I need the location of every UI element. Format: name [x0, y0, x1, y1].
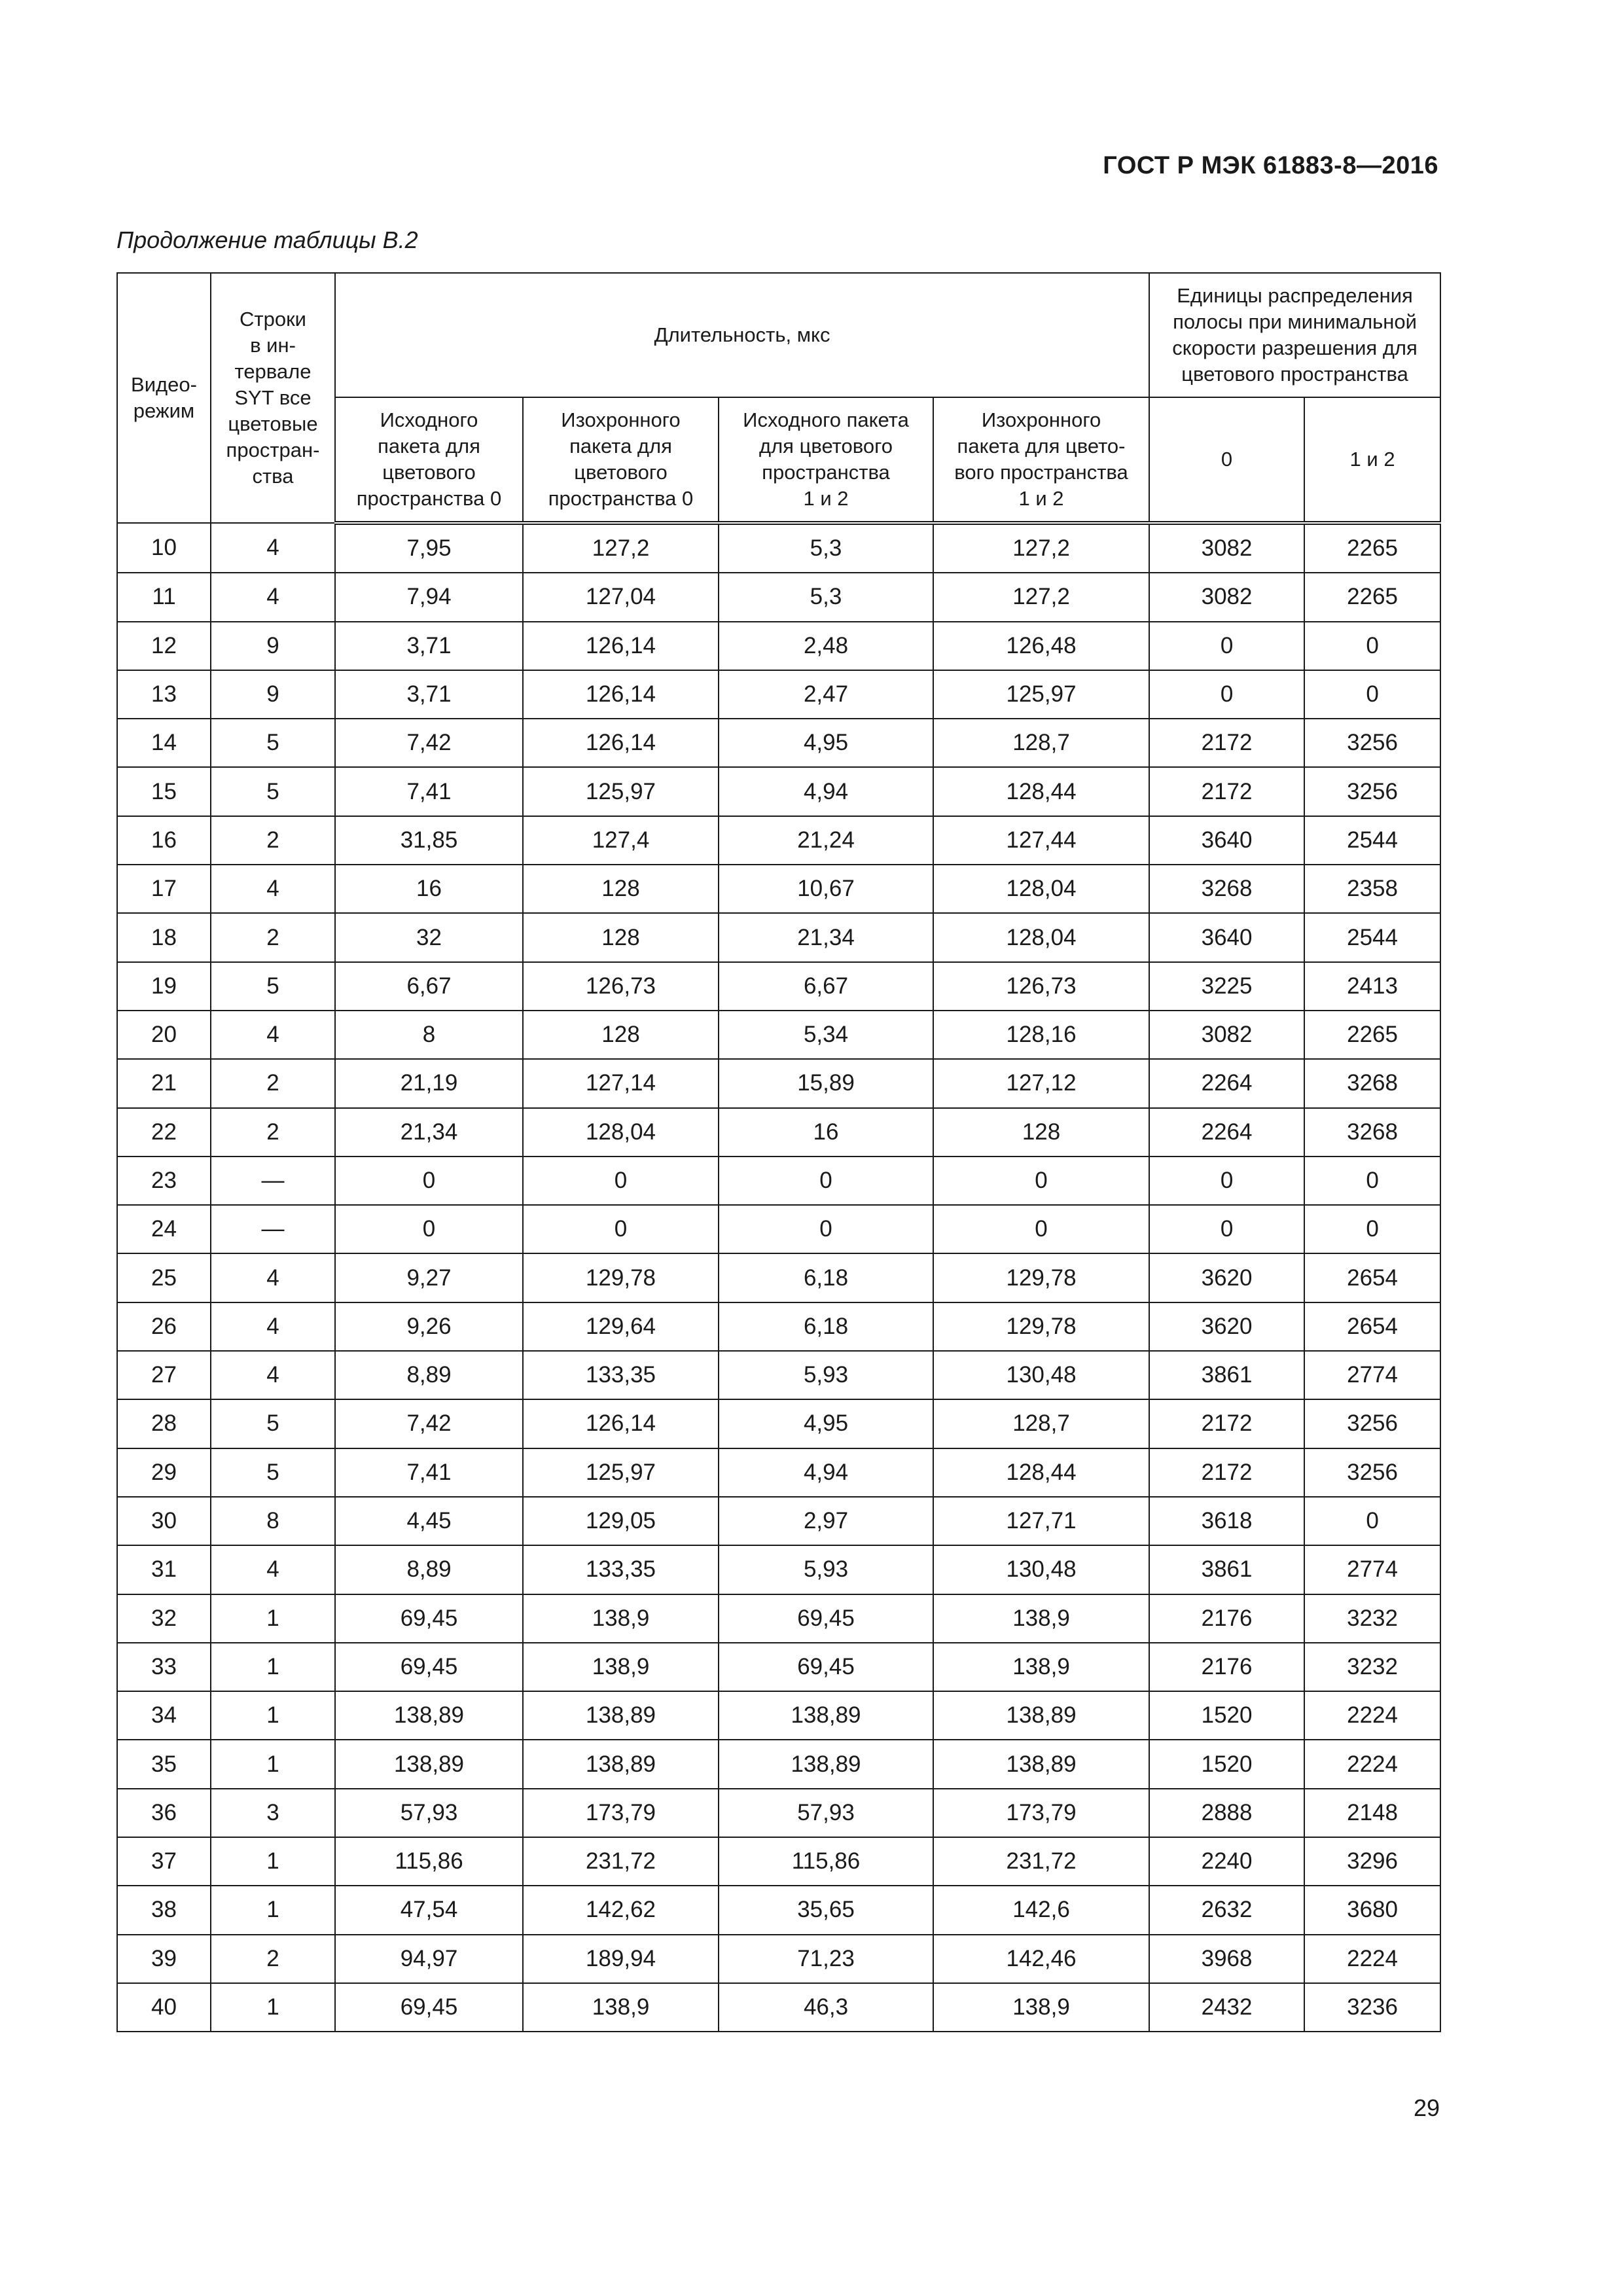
table-row: [117, 962, 1440, 1011]
cell-bw-cs0: 1520: [1149, 1740, 1304, 1788]
cell-lines: 1: [211, 1983, 335, 2032]
cell-video-mode: 22: [117, 1108, 211, 1157]
page-number: 29: [1413, 2094, 1440, 2121]
cell-iso-cs12: 128,44: [933, 1448, 1149, 1497]
cell-bw-cs0: 2240: [1149, 1837, 1304, 1886]
cell-iso-cs12: 126,73: [933, 962, 1149, 1011]
table-row: [117, 670, 1440, 719]
table-row: [117, 1935, 1440, 1983]
cell-src-cs12: 138,89: [719, 1691, 933, 1740]
cell-iso-cs0: 126,14: [523, 670, 719, 719]
cell-iso-cs12: 127,71: [933, 1497, 1149, 1545]
cell-iso-cs0: 128: [523, 1011, 719, 1059]
table-row: [117, 1448, 1440, 1497]
cell-src-cs12: 2,47: [719, 670, 933, 719]
cell-iso-cs0: 126,14: [523, 622, 719, 670]
cell-iso-cs0: 129,64: [523, 1302, 719, 1351]
cell-iso-cs0: 129,05: [523, 1497, 719, 1545]
cell-src-cs12: 6,67: [719, 962, 933, 1011]
cell-video-mode: 38: [117, 1886, 211, 1934]
cell-iso-cs0: 142,62: [523, 1886, 719, 1934]
table-row: [117, 1253, 1440, 1302]
cell-src-cs12: 5,3: [719, 573, 933, 621]
cell-iso-cs0: 128: [523, 913, 719, 961]
cell-lines: 4: [211, 523, 335, 573]
cell-bw-cs12: 3232: [1304, 1594, 1440, 1643]
cell-video-mode: 20: [117, 1011, 211, 1059]
cell-lines: 4: [211, 1545, 335, 1594]
cell-bw-cs0: 2176: [1149, 1643, 1304, 1691]
header-source-packet-cs12: Исходного пакета для цветового пространства 1 и 2: [719, 397, 933, 523]
cell-iso-cs0: 127,14: [523, 1059, 719, 1107]
cell-iso-cs0: 133,35: [523, 1351, 719, 1399]
cell-video-mode: 24: [117, 1205, 211, 1253]
cell-src-cs0: 8,89: [335, 1545, 523, 1594]
cell-src-cs0: 47,54: [335, 1886, 523, 1934]
cell-iso-cs12: 231,72: [933, 1837, 1149, 1886]
cell-lines: 4: [211, 1253, 335, 1302]
table-row: [117, 1691, 1440, 1740]
cell-src-cs0: 3,71: [335, 670, 523, 719]
cell-iso-cs12: 138,9: [933, 1643, 1149, 1691]
table-row: [117, 816, 1440, 865]
cell-lines: 4: [211, 1351, 335, 1399]
cell-bw-cs12: 3296: [1304, 1837, 1440, 1886]
cell-bw-cs12: 0: [1304, 1497, 1440, 1545]
cell-bw-cs0: 2632: [1149, 1886, 1304, 1934]
cell-src-cs0: 7,41: [335, 1448, 523, 1497]
cell-bw-cs12: 3268: [1304, 1108, 1440, 1157]
cell-lines: 5: [211, 1399, 335, 1448]
cell-iso-cs0: 127,4: [523, 816, 719, 865]
table-row: [117, 1983, 1440, 2032]
cell-iso-cs12: 142,46: [933, 1935, 1149, 1983]
cell-iso-cs12: 128,7: [933, 719, 1149, 767]
cell-bw-cs0: 2172: [1149, 1448, 1304, 1497]
cell-bw-cs0: 3640: [1149, 913, 1304, 961]
cell-lines: 5: [211, 767, 335, 816]
cell-video-mode: 26: [117, 1302, 211, 1351]
cell-iso-cs12: 128,7: [933, 1399, 1149, 1448]
cell-video-mode: 37: [117, 1837, 211, 1886]
table-row: [117, 1643, 1440, 1691]
table-row: [117, 622, 1440, 670]
cell-bw-cs0: 2176: [1149, 1594, 1304, 1643]
cell-iso-cs0: 127,04: [523, 573, 719, 621]
cell-src-cs12: 46,3: [719, 1983, 933, 2032]
cell-src-cs0: 115,86: [335, 1837, 523, 1886]
cell-video-mode: 18: [117, 913, 211, 961]
cell-video-mode: 30: [117, 1497, 211, 1545]
cell-video-mode: 16: [117, 816, 211, 865]
cell-src-cs0: 6,67: [335, 962, 523, 1011]
cell-video-mode: 28: [117, 1399, 211, 1448]
cell-bw-cs0: 2264: [1149, 1059, 1304, 1107]
table-row: [117, 1059, 1440, 1107]
cell-src-cs12: 16: [719, 1108, 933, 1157]
cell-bw-cs12: 2265: [1304, 573, 1440, 621]
cell-video-mode: 12: [117, 622, 211, 670]
cell-iso-cs12: 128,44: [933, 767, 1149, 816]
header-bandwidth-cs0: 0: [1149, 397, 1304, 523]
table-row: [117, 1740, 1440, 1788]
cell-iso-cs12: 173,79: [933, 1789, 1149, 1837]
cell-bw-cs0: 3861: [1149, 1351, 1304, 1399]
cell-bw-cs12: 2265: [1304, 1011, 1440, 1059]
cell-video-mode: 40: [117, 1983, 211, 2032]
cell-bw-cs0: 2172: [1149, 719, 1304, 767]
cell-iso-cs0: 138,9: [523, 1643, 719, 1691]
cell-src-cs0: 8,89: [335, 1351, 523, 1399]
cell-iso-cs0: 125,97: [523, 767, 719, 816]
cell-bw-cs0: 2172: [1149, 1399, 1304, 1448]
cell-iso-cs12: 128,16: [933, 1011, 1149, 1059]
header-lines-in-syt: Строки в ин- тервале SYT все цветовые простран- ства: [211, 273, 335, 523]
cell-lines: 5: [211, 1448, 335, 1497]
cell-lines: 2: [211, 1935, 335, 1983]
cell-iso-cs12: 142,6: [933, 1886, 1149, 1934]
cell-src-cs0: 4,45: [335, 1497, 523, 1545]
cell-iso-cs12: 125,97: [933, 670, 1149, 719]
cell-src-cs12: 5,93: [719, 1351, 933, 1399]
cell-lines: 1: [211, 1691, 335, 1740]
cell-src-cs12: 69,45: [719, 1643, 933, 1691]
cell-src-cs0: 7,42: [335, 719, 523, 767]
cell-iso-cs12: 126,48: [933, 622, 1149, 670]
cell-video-mode: 14: [117, 719, 211, 767]
cell-src-cs12: 138,89: [719, 1740, 933, 1788]
cell-src-cs0: 7,42: [335, 1399, 523, 1448]
table-row: [117, 1886, 1440, 1934]
table-row: [117, 865, 1440, 913]
cell-video-mode: 11: [117, 573, 211, 621]
table-row: [117, 1497, 1440, 1545]
cell-src-cs0: 31,85: [335, 816, 523, 865]
cell-src-cs0: 21,34: [335, 1108, 523, 1157]
cell-src-cs12: 6,18: [719, 1253, 933, 1302]
cell-iso-cs12: 138,89: [933, 1740, 1149, 1788]
cell-bw-cs0: 3082: [1149, 523, 1304, 573]
cell-src-cs0: 69,45: [335, 1983, 523, 2032]
cell-iso-cs12: 129,78: [933, 1253, 1149, 1302]
header-duration: Длительность, мкс: [335, 273, 1149, 397]
cell-iso-cs12: 130,48: [933, 1545, 1149, 1594]
cell-bw-cs12: 2358: [1304, 865, 1440, 913]
cell-src-cs0: 21,19: [335, 1059, 523, 1107]
cell-iso-cs0: 125,97: [523, 1448, 719, 1497]
cell-src-cs12: 69,45: [719, 1594, 933, 1643]
cell-src-cs12: 6,18: [719, 1302, 933, 1351]
table-header: [117, 273, 1440, 523]
cell-bw-cs12: 3256: [1304, 1399, 1440, 1448]
cell-video-mode: 10: [117, 523, 211, 573]
cell-bw-cs0: 0: [1149, 1205, 1304, 1253]
cell-bw-cs12: 2224: [1304, 1740, 1440, 1788]
cell-src-cs12: 5,34: [719, 1011, 933, 1059]
cell-iso-cs12: 127,2: [933, 573, 1149, 621]
cell-bw-cs0: 3968: [1149, 1935, 1304, 1983]
cell-bw-cs12: 2544: [1304, 816, 1440, 865]
cell-video-mode: 36: [117, 1789, 211, 1837]
table-row: [117, 1351, 1440, 1399]
header-video-mode: Видео- режим: [117, 273, 211, 523]
document-header: ГОСТ Р МЭК 61883-8—2016: [1103, 152, 1438, 179]
table-row: [117, 719, 1440, 767]
cell-bw-cs12: 2413: [1304, 962, 1440, 1011]
header-source-packet-cs0: Исходного пакета для цветового пространства 0: [335, 397, 523, 523]
cell-src-cs0: 7,94: [335, 573, 523, 621]
cell-iso-cs12: 138,9: [933, 1983, 1149, 2032]
cell-src-cs12: 115,86: [719, 1837, 933, 1886]
cell-iso-cs12: 128,04: [933, 913, 1149, 961]
cell-iso-cs0: 173,79: [523, 1789, 719, 1837]
cell-src-cs12: 35,65: [719, 1886, 933, 1934]
table-row: [117, 1205, 1440, 1253]
cell-lines: —: [211, 1205, 335, 1253]
table-caption: Продолжение таблицы В.2: [116, 226, 418, 253]
cell-src-cs0: 138,89: [335, 1740, 523, 1788]
cell-video-mode: 13: [117, 670, 211, 719]
cell-bw-cs0: 3618: [1149, 1497, 1304, 1545]
cell-video-mode: 21: [117, 1059, 211, 1107]
cell-iso-cs0: 138,89: [523, 1691, 719, 1740]
cell-iso-cs0: 128: [523, 865, 719, 913]
cell-lines: 5: [211, 719, 335, 767]
cell-video-mode: 31: [117, 1545, 211, 1594]
cell-lines: 1: [211, 1837, 335, 1886]
cell-src-cs0: 9,27: [335, 1253, 523, 1302]
table-row: [117, 1837, 1440, 1886]
cell-src-cs12: 10,67: [719, 865, 933, 913]
cell-lines: 2: [211, 1108, 335, 1157]
cell-src-cs12: 0: [719, 1205, 933, 1253]
table-row: [117, 1545, 1440, 1594]
cell-iso-cs12: 127,2: [933, 523, 1149, 573]
cell-lines: 2: [211, 913, 335, 961]
cell-bw-cs12: 3232: [1304, 1643, 1440, 1691]
table-row: [117, 573, 1440, 621]
cell-src-cs0: 9,26: [335, 1302, 523, 1351]
cell-src-cs0: 7,95: [335, 523, 523, 573]
cell-iso-cs0: 189,94: [523, 1935, 719, 1983]
cell-src-cs0: 7,41: [335, 767, 523, 816]
cell-iso-cs0: 133,35: [523, 1545, 719, 1594]
cell-src-cs12: 71,23: [719, 1935, 933, 1983]
cell-iso-cs12: 138,9: [933, 1594, 1149, 1643]
cell-video-mode: 29: [117, 1448, 211, 1497]
cell-bw-cs0: 3620: [1149, 1302, 1304, 1351]
cell-iso-cs12: 128: [933, 1108, 1149, 1157]
table-row: [117, 1302, 1440, 1351]
cell-video-mode: 23: [117, 1157, 211, 1205]
cell-lines: 9: [211, 670, 335, 719]
cell-src-cs12: 4,94: [719, 1448, 933, 1497]
cell-video-mode: 27: [117, 1351, 211, 1399]
cell-src-cs12: 21,34: [719, 913, 933, 961]
cell-src-cs0: 0: [335, 1205, 523, 1253]
cell-src-cs12: 2,48: [719, 622, 933, 670]
cell-bw-cs0: 3620: [1149, 1253, 1304, 1302]
cell-bw-cs12: 0: [1304, 1157, 1440, 1205]
cell-video-mode: 39: [117, 1935, 211, 1983]
cell-bw-cs12: 2224: [1304, 1935, 1440, 1983]
cell-src-cs0: 8: [335, 1011, 523, 1059]
cell-src-cs0: 3,71: [335, 622, 523, 670]
cell-lines: 9: [211, 622, 335, 670]
cell-lines: 4: [211, 1011, 335, 1059]
cell-bw-cs12: 3268: [1304, 1059, 1440, 1107]
cell-src-cs0: 57,93: [335, 1789, 523, 1837]
cell-bw-cs0: 2264: [1149, 1108, 1304, 1157]
cell-lines: 1: [211, 1594, 335, 1643]
cell-src-cs12: 4,94: [719, 767, 933, 816]
table-row: [117, 1399, 1440, 1448]
cell-bw-cs12: 0: [1304, 1205, 1440, 1253]
cell-bw-cs12: 3236: [1304, 1983, 1440, 2032]
table-row: [117, 1594, 1440, 1643]
cell-iso-cs12: 127,12: [933, 1059, 1149, 1107]
cell-iso-cs12: 0: [933, 1205, 1149, 1253]
cell-bw-cs0: 2888: [1149, 1789, 1304, 1837]
cell-bw-cs12: 2654: [1304, 1302, 1440, 1351]
cell-iso-cs12: 0: [933, 1157, 1149, 1205]
cell-iso-cs0: 129,78: [523, 1253, 719, 1302]
cell-bw-cs0: 3225: [1149, 962, 1304, 1011]
cell-iso-cs0: 138,89: [523, 1740, 719, 1788]
cell-src-cs12: 15,89: [719, 1059, 933, 1107]
cell-src-cs0: 69,45: [335, 1643, 523, 1691]
cell-bw-cs12: 2544: [1304, 913, 1440, 961]
cell-video-mode: 15: [117, 767, 211, 816]
cell-lines: 5: [211, 962, 335, 1011]
header-iso-packet-cs12: Изохронного пакета для цвето- вого пространства 1 и 2: [933, 397, 1149, 523]
cell-src-cs12: 4,95: [719, 719, 933, 767]
table-row: [117, 913, 1440, 961]
cell-video-mode: 33: [117, 1643, 211, 1691]
cell-lines: 2: [211, 1059, 335, 1107]
cell-lines: 4: [211, 1302, 335, 1351]
cell-video-mode: 32: [117, 1594, 211, 1643]
cell-lines: 3: [211, 1789, 335, 1837]
table-row: [117, 1157, 1440, 1205]
cell-iso-cs12: 127,44: [933, 816, 1149, 865]
cell-iso-cs0: 128,04: [523, 1108, 719, 1157]
cell-lines: 2: [211, 816, 335, 865]
cell-lines: 4: [211, 573, 335, 621]
table-row: [117, 767, 1440, 816]
cell-bw-cs0: 2172: [1149, 767, 1304, 816]
cell-bw-cs0: 0: [1149, 1157, 1304, 1205]
cell-bw-cs0: 3640: [1149, 816, 1304, 865]
cell-bw-cs12: 3256: [1304, 1448, 1440, 1497]
cell-bw-cs0: 3861: [1149, 1545, 1304, 1594]
cell-iso-cs12: 129,78: [933, 1302, 1149, 1351]
cell-src-cs12: 2,97: [719, 1497, 933, 1545]
cell-iso-cs0: 0: [523, 1157, 719, 1205]
data-table: [116, 272, 1441, 2032]
cell-video-mode: 35: [117, 1740, 211, 1788]
cell-iso-cs12: 138,89: [933, 1691, 1149, 1740]
cell-src-cs12: 5,93: [719, 1545, 933, 1594]
cell-video-mode: 17: [117, 865, 211, 913]
cell-iso-cs0: 127,2: [523, 523, 719, 573]
cell-bw-cs12: 3256: [1304, 719, 1440, 767]
cell-bw-cs0: 2432: [1149, 1983, 1304, 2032]
table-row: [117, 1789, 1440, 1837]
cell-src-cs0: 69,45: [335, 1594, 523, 1643]
cell-bw-cs12: 0: [1304, 670, 1440, 719]
table-body: [117, 523, 1440, 2032]
cell-video-mode: 19: [117, 962, 211, 1011]
cell-bw-cs0: 3082: [1149, 1011, 1304, 1059]
table-row: [117, 1011, 1440, 1059]
cell-bw-cs12: 0: [1304, 622, 1440, 670]
cell-bw-cs12: 2654: [1304, 1253, 1440, 1302]
cell-bw-cs12: 3256: [1304, 767, 1440, 816]
cell-bw-cs12: 3680: [1304, 1886, 1440, 1934]
cell-bw-cs0: 1520: [1149, 1691, 1304, 1740]
cell-iso-cs12: 128,04: [933, 865, 1149, 913]
cell-src-cs12: 4,95: [719, 1399, 933, 1448]
cell-bw-cs12: 2148: [1304, 1789, 1440, 1837]
table-row: [117, 523, 1440, 573]
cell-src-cs0: 94,97: [335, 1935, 523, 1983]
cell-src-cs0: 138,89: [335, 1691, 523, 1740]
cell-iso-cs0: 126,73: [523, 962, 719, 1011]
cell-lines: 1: [211, 1643, 335, 1691]
cell-bw-cs0: 0: [1149, 622, 1304, 670]
cell-video-mode: 25: [117, 1253, 211, 1302]
cell-iso-cs0: 126,14: [523, 719, 719, 767]
cell-src-cs0: 16: [335, 865, 523, 913]
cell-bw-cs0: 0: [1149, 670, 1304, 719]
cell-iso-cs0: 231,72: [523, 1837, 719, 1886]
cell-iso-cs0: 138,9: [523, 1594, 719, 1643]
cell-iso-cs12: 130,48: [933, 1351, 1149, 1399]
cell-lines: —: [211, 1157, 335, 1205]
cell-iso-cs0: 138,9: [523, 1983, 719, 2032]
header-bandwidth-units: Единицы распределения полосы при минимальной скорости разрешения для цветового пространства: [1149, 273, 1440, 397]
cell-iso-cs0: 126,14: [523, 1399, 719, 1448]
cell-src-cs0: 32: [335, 913, 523, 961]
cell-bw-cs12: 2224: [1304, 1691, 1440, 1740]
header-iso-packet-cs0: Изохронного пакета для цветового пространства 0: [523, 397, 719, 523]
cell-bw-cs0: 3082: [1149, 573, 1304, 621]
table-row: [117, 1108, 1440, 1157]
cell-src-cs12: 57,93: [719, 1789, 933, 1837]
cell-lines: 4: [211, 865, 335, 913]
cell-lines: 8: [211, 1497, 335, 1545]
cell-src-cs0: 0: [335, 1157, 523, 1205]
cell-bw-cs0: 3268: [1149, 865, 1304, 913]
header-bandwidth-cs12: 1 и 2: [1304, 397, 1440, 523]
cell-lines: 1: [211, 1886, 335, 1934]
cell-src-cs12: 0: [719, 1157, 933, 1205]
cell-src-cs12: 5,3: [719, 523, 933, 573]
cell-bw-cs12: 2265: [1304, 523, 1440, 573]
cell-lines: 1: [211, 1740, 335, 1788]
cell-bw-cs12: 2774: [1304, 1351, 1440, 1399]
cell-video-mode: 34: [117, 1691, 211, 1740]
cell-bw-cs12: 2774: [1304, 1545, 1440, 1594]
cell-iso-cs0: 0: [523, 1205, 719, 1253]
cell-src-cs12: 21,24: [719, 816, 933, 865]
